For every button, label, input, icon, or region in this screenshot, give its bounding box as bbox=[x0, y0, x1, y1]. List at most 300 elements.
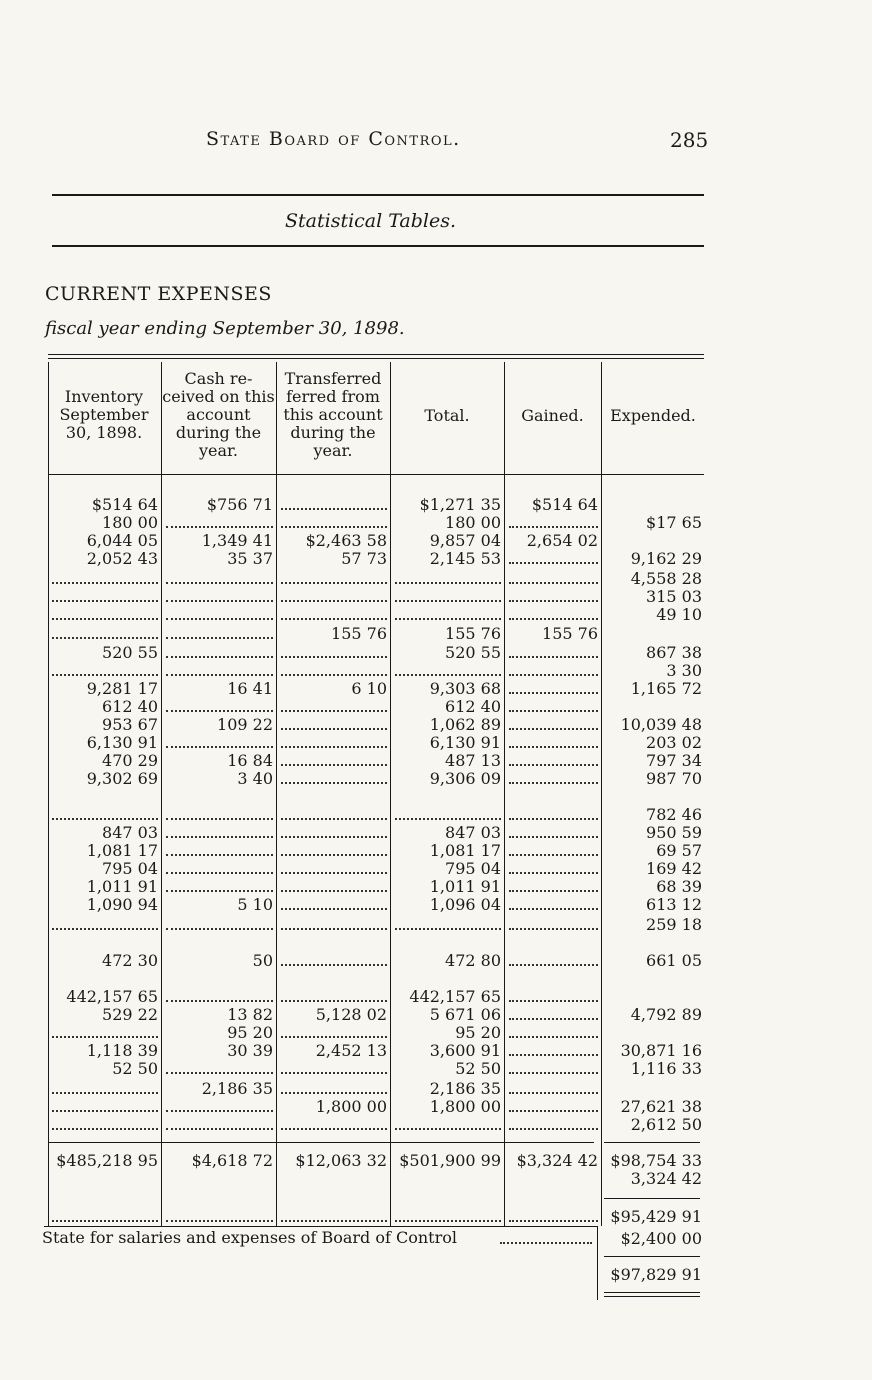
cell-value: 30 39 bbox=[227, 1042, 273, 1060]
table-cell bbox=[602, 824, 704, 842]
cell-value: 795 04 bbox=[102, 860, 158, 878]
table-cell bbox=[505, 550, 600, 568]
table-cell bbox=[48, 662, 160, 680]
table-cell bbox=[162, 842, 275, 860]
table-cell bbox=[162, 1098, 275, 1116]
leader-dots bbox=[166, 1220, 273, 1222]
table-cell bbox=[391, 644, 503, 662]
cell-value: 612 40 bbox=[102, 698, 158, 716]
table-cell bbox=[162, 952, 275, 970]
table-cell bbox=[48, 1024, 160, 1042]
total-cell bbox=[48, 1152, 160, 1170]
leader-dots bbox=[166, 637, 273, 639]
cell-value: 9,281 17 bbox=[86, 680, 158, 698]
table-cell bbox=[162, 1208, 275, 1226]
table-cell bbox=[162, 860, 275, 878]
table-cell bbox=[277, 1116, 389, 1134]
leader-dots bbox=[281, 746, 387, 748]
table-cell bbox=[391, 1098, 503, 1116]
table-cell bbox=[162, 550, 275, 568]
cell-value: 487 13 bbox=[445, 752, 501, 770]
table-cell bbox=[505, 496, 600, 514]
table-cell bbox=[602, 1042, 704, 1060]
cell-value: 35 37 bbox=[227, 550, 273, 568]
cell-value: 6,130 91 bbox=[429, 734, 501, 752]
leader-dots bbox=[281, 908, 387, 910]
leader-dots bbox=[166, 1110, 273, 1112]
subtotal-rule bbox=[48, 1142, 594, 1143]
leader-dots bbox=[52, 1220, 158, 1222]
leader-dots bbox=[281, 1220, 387, 1222]
table-cell bbox=[602, 1006, 704, 1024]
table-cell bbox=[505, 514, 600, 532]
leader-dots bbox=[509, 1110, 598, 1112]
leader-dots bbox=[395, 674, 501, 676]
column-header: Cash re- ceived on this account during the year. bbox=[162, 369, 275, 460]
table-cell bbox=[277, 716, 389, 734]
leader-dots bbox=[509, 656, 598, 658]
table-cell bbox=[48, 716, 160, 734]
cell-value: $2,400 00 bbox=[620, 1230, 702, 1248]
cell-value: 155 76 bbox=[331, 625, 387, 643]
leader-dots bbox=[166, 1128, 273, 1130]
table-cell bbox=[505, 644, 600, 662]
table-cell bbox=[391, 606, 503, 624]
table-cell bbox=[505, 588, 600, 606]
cell-value: $485,218 95 bbox=[56, 1152, 158, 1170]
table-cell bbox=[602, 514, 704, 532]
cell-value: 1,096 04 bbox=[429, 896, 501, 914]
section-subtitle: fiscal year ending September 30, 1898. bbox=[45, 318, 405, 339]
table-cell bbox=[277, 496, 389, 514]
leader-dots bbox=[281, 618, 387, 620]
leader-dots bbox=[509, 674, 598, 676]
cell-value: 16 41 bbox=[227, 680, 273, 698]
net-rule bbox=[604, 1198, 700, 1199]
leader-dots bbox=[52, 818, 158, 820]
leader-dots bbox=[281, 508, 387, 510]
leader-dots bbox=[395, 1128, 501, 1130]
cell-value: 3 30 bbox=[666, 662, 702, 680]
leader-dots bbox=[166, 674, 273, 676]
table-cell bbox=[505, 734, 600, 752]
cell-value: $2,463 58 bbox=[305, 532, 387, 550]
table-cell bbox=[162, 770, 275, 788]
table-cell bbox=[162, 752, 275, 770]
leader-dots bbox=[500, 1242, 592, 1244]
grand-total-rule bbox=[604, 1256, 700, 1257]
cell-value: $4,618 72 bbox=[191, 1152, 273, 1170]
leader-dots bbox=[509, 782, 598, 784]
leader-dots bbox=[509, 836, 598, 838]
table-cell bbox=[391, 952, 503, 970]
leader-dots bbox=[395, 1220, 501, 1222]
table-cell bbox=[505, 606, 600, 624]
table-cell bbox=[277, 514, 389, 532]
table-cell bbox=[277, 680, 389, 698]
table-cell bbox=[162, 588, 275, 606]
table-cell bbox=[391, 752, 503, 770]
leader-dots bbox=[509, 526, 598, 528]
table-cell bbox=[602, 1116, 704, 1134]
cell-value: 1,118 39 bbox=[86, 1042, 158, 1060]
cell-value: 520 55 bbox=[102, 644, 158, 662]
table-cell bbox=[277, 916, 389, 934]
table-cell bbox=[162, 806, 275, 824]
leader-dots bbox=[509, 1092, 598, 1094]
leader-dots bbox=[281, 1000, 387, 1002]
leader-dots bbox=[281, 890, 387, 892]
table-cell bbox=[505, 824, 600, 842]
table-cell bbox=[602, 588, 704, 606]
table-cell bbox=[505, 878, 600, 896]
table-cell bbox=[505, 1006, 600, 1024]
table-cell bbox=[391, 662, 503, 680]
table-cell bbox=[277, 625, 389, 643]
leader-dots bbox=[509, 1036, 598, 1038]
table-cell bbox=[602, 734, 704, 752]
leader-dots bbox=[509, 908, 598, 910]
cell-value: 1,011 91 bbox=[429, 878, 501, 896]
cell-value: 2,452 13 bbox=[315, 1042, 387, 1060]
cell-value: 5 671 06 bbox=[429, 1006, 501, 1024]
cell-value: $514 64 bbox=[531, 496, 598, 514]
leader-dots bbox=[281, 582, 387, 584]
table-cell bbox=[48, 824, 160, 842]
leader-dots bbox=[395, 618, 501, 620]
table-cell bbox=[48, 550, 160, 568]
cell-value: 9,162 29 bbox=[630, 550, 702, 568]
table-cell bbox=[162, 734, 275, 752]
table-cell bbox=[505, 1098, 600, 1116]
leader-dots bbox=[395, 928, 501, 930]
table-cell bbox=[391, 588, 503, 606]
column-divider bbox=[597, 1226, 598, 1300]
leader-dots bbox=[281, 1128, 387, 1130]
leader-dots bbox=[509, 928, 598, 930]
cell-value: $1,271 35 bbox=[419, 496, 501, 514]
cell-value: 950 59 bbox=[646, 824, 702, 842]
table-cell bbox=[48, 570, 160, 588]
leader-dots bbox=[509, 890, 598, 892]
column-header: Transferred ferred from this account during the year. bbox=[283, 369, 383, 460]
table-cell bbox=[277, 952, 389, 970]
table-cell bbox=[602, 952, 704, 970]
cell-value: 3 40 bbox=[237, 770, 273, 788]
cell-value: 57 73 bbox=[341, 550, 387, 568]
table-cell bbox=[277, 606, 389, 624]
table-cell bbox=[277, 878, 389, 896]
cell-value: 52 50 bbox=[455, 1060, 501, 1078]
table-cell bbox=[162, 1060, 275, 1078]
section-title: CURRENT EXPENSES bbox=[45, 283, 272, 305]
cell-value: 9,303 68 bbox=[429, 680, 501, 698]
cell-value: 315 03 bbox=[646, 588, 702, 606]
table-cell bbox=[391, 1060, 503, 1078]
cell-value: 1,800 00 bbox=[315, 1098, 387, 1116]
cell-value: 797 34 bbox=[646, 752, 702, 770]
cell-value: 782 46 bbox=[646, 806, 702, 824]
total-cell bbox=[602, 1152, 704, 1170]
table-cell bbox=[602, 916, 704, 934]
table-cell bbox=[48, 734, 160, 752]
cell-value: 109 22 bbox=[217, 716, 273, 734]
table-cell bbox=[48, 752, 160, 770]
table-cell bbox=[505, 860, 600, 878]
table-cell bbox=[505, 1042, 600, 1060]
cell-value: 5,128 02 bbox=[315, 1006, 387, 1024]
table-cell bbox=[48, 1080, 160, 1098]
leader-dots bbox=[509, 764, 598, 766]
cell-value: 259 18 bbox=[646, 916, 702, 934]
table-cell bbox=[602, 606, 704, 624]
table-cell bbox=[602, 570, 704, 588]
table-cell bbox=[602, 860, 704, 878]
leader-dots bbox=[509, 872, 598, 874]
table-cell bbox=[391, 860, 503, 878]
table-cell bbox=[505, 1060, 600, 1078]
leader-dots bbox=[509, 1018, 598, 1020]
table-cell bbox=[48, 988, 160, 1006]
table-cell bbox=[162, 698, 275, 716]
table-cell bbox=[602, 698, 704, 716]
table-cell bbox=[391, 1006, 503, 1024]
table-cell bbox=[391, 896, 503, 914]
grand-total-double-rule bbox=[604, 1296, 700, 1297]
cell-value: 180 00 bbox=[445, 514, 501, 532]
leader-dots bbox=[509, 746, 598, 748]
table-cell bbox=[505, 1116, 600, 1134]
leader-dots bbox=[166, 710, 273, 712]
table-cell bbox=[48, 532, 160, 550]
leader-dots bbox=[509, 854, 598, 856]
table-cell bbox=[48, 896, 160, 914]
table-cell bbox=[48, 644, 160, 662]
leader-dots bbox=[166, 746, 273, 748]
table-cell bbox=[505, 570, 600, 588]
table-cell bbox=[277, 1006, 389, 1024]
table-cell bbox=[602, 532, 704, 550]
leader-dots bbox=[166, 818, 273, 820]
cell-value: 2,612 50 bbox=[630, 1116, 702, 1134]
table-cell bbox=[505, 532, 600, 550]
cell-value: 16 84 bbox=[227, 752, 273, 770]
leader-dots bbox=[509, 1000, 598, 1002]
cell-value: 442,157 65 bbox=[66, 988, 158, 1006]
cell-value: 2,186 35 bbox=[429, 1080, 501, 1098]
cell-value: 6,044 05 bbox=[86, 532, 158, 550]
cell-value: 4,792 89 bbox=[630, 1006, 702, 1024]
grand-total-double-rule bbox=[604, 1292, 700, 1293]
table-cell bbox=[505, 842, 600, 860]
table-cell bbox=[277, 752, 389, 770]
cell-value: 2,145 53 bbox=[429, 550, 501, 568]
table-cell bbox=[48, 878, 160, 896]
cell-value: 472 80 bbox=[445, 952, 501, 970]
cell-value: 1,165 72 bbox=[630, 680, 702, 698]
sub-rule bbox=[52, 245, 704, 247]
table-cell bbox=[48, 770, 160, 788]
cell-value: 1,081 17 bbox=[86, 842, 158, 860]
leader-dots bbox=[509, 710, 598, 712]
cell-value: $12,063 32 bbox=[295, 1152, 387, 1170]
table-cell bbox=[602, 625, 704, 643]
top-rule bbox=[52, 194, 704, 196]
table-cell bbox=[602, 988, 704, 1006]
table-cell bbox=[602, 662, 704, 680]
table-cell bbox=[391, 824, 503, 842]
cell-value: 68 39 bbox=[656, 878, 702, 896]
cell-value: 27,621 38 bbox=[620, 1098, 702, 1116]
table-cell bbox=[48, 1116, 160, 1134]
leader-dots bbox=[52, 928, 158, 930]
leader-dots bbox=[509, 562, 598, 564]
table-cell bbox=[162, 514, 275, 532]
leader-dots bbox=[281, 1072, 387, 1074]
table-cell bbox=[505, 625, 600, 643]
cell-value: 1,011 91 bbox=[86, 878, 158, 896]
table-cell bbox=[505, 770, 600, 788]
table-top-rule bbox=[48, 358, 704, 359]
column-header: Gained. bbox=[521, 406, 584, 425]
cell-value: $97,829 91 bbox=[610, 1266, 702, 1284]
table-cell bbox=[162, 606, 275, 624]
table-cell bbox=[391, 916, 503, 934]
table-cell bbox=[602, 1080, 704, 1098]
table-cell bbox=[391, 550, 503, 568]
cell-value: 52 50 bbox=[112, 1060, 158, 1078]
table-cell bbox=[48, 698, 160, 716]
table-cell bbox=[505, 1080, 600, 1098]
table-cell bbox=[505, 662, 600, 680]
leader-dots bbox=[281, 964, 387, 966]
table-cell bbox=[277, 1024, 389, 1042]
cell-value: 6,130 91 bbox=[86, 734, 158, 752]
total-cell bbox=[391, 1152, 503, 1170]
table-cell bbox=[48, 1060, 160, 1078]
table-cell bbox=[505, 752, 600, 770]
cell-value: $17 65 bbox=[646, 514, 702, 532]
leader-dots bbox=[281, 854, 387, 856]
leader-dots bbox=[395, 582, 501, 584]
table-cell bbox=[277, 588, 389, 606]
table-cell bbox=[162, 1042, 275, 1060]
subtotal-rule bbox=[604, 1142, 700, 1143]
table-cell bbox=[602, 550, 704, 568]
cell-value: 5 10 bbox=[237, 896, 273, 914]
leader-dots bbox=[281, 764, 387, 766]
leader-dots bbox=[509, 1128, 598, 1130]
cell-value: 49 10 bbox=[656, 606, 702, 624]
leader-dots bbox=[509, 618, 598, 620]
table-cell bbox=[162, 1116, 275, 1134]
cell-value: 520 55 bbox=[445, 644, 501, 662]
cell-value: 1,081 17 bbox=[429, 842, 501, 860]
table-cell bbox=[391, 1080, 503, 1098]
table-cell bbox=[391, 770, 503, 788]
leader-dots bbox=[166, 600, 273, 602]
cell-value: 95 20 bbox=[227, 1024, 273, 1042]
table-cell bbox=[48, 606, 160, 624]
table-cell bbox=[391, 806, 503, 824]
table-cell bbox=[505, 806, 600, 824]
table-cell bbox=[505, 680, 600, 698]
cell-value: 69 57 bbox=[656, 842, 702, 860]
table-cell bbox=[48, 842, 160, 860]
leader-dots bbox=[395, 600, 501, 602]
table-cell bbox=[391, 1208, 503, 1226]
leader-dots bbox=[509, 1220, 598, 1222]
table-cell bbox=[162, 1006, 275, 1024]
leader-dots bbox=[52, 1092, 158, 1094]
table-cell bbox=[48, 916, 160, 934]
leader-dots bbox=[166, 854, 273, 856]
cell-value: 9,306 09 bbox=[429, 770, 501, 788]
leader-dots bbox=[166, 656, 273, 658]
leader-dots bbox=[281, 836, 387, 838]
less-gained-cell bbox=[602, 1170, 704, 1188]
cell-value: 442,157 65 bbox=[409, 988, 501, 1006]
cell-value: 3,600 91 bbox=[429, 1042, 501, 1060]
cell-value: 169 42 bbox=[646, 860, 702, 878]
table-cell bbox=[277, 988, 389, 1006]
leader-dots bbox=[509, 1054, 598, 1056]
table-cell bbox=[162, 878, 275, 896]
table-cell bbox=[48, 1042, 160, 1060]
table-cell bbox=[391, 514, 503, 532]
table-cell bbox=[162, 988, 275, 1006]
cell-value: $514 64 bbox=[91, 496, 158, 514]
table-cell bbox=[162, 824, 275, 842]
leader-dots bbox=[166, 928, 273, 930]
column-header: Inventory September 30, 1898. bbox=[59, 387, 149, 442]
table-cell bbox=[505, 896, 600, 914]
leader-dots bbox=[52, 1128, 158, 1130]
table-cell bbox=[602, 1060, 704, 1078]
leader-dots bbox=[509, 818, 598, 820]
table-cell bbox=[277, 806, 389, 824]
table-cell bbox=[277, 896, 389, 914]
page-number: 285 bbox=[670, 128, 709, 152]
table-cell bbox=[277, 698, 389, 716]
table-cell bbox=[391, 680, 503, 698]
table-cell bbox=[277, 532, 389, 550]
table-bottom-rule bbox=[44, 1226, 597, 1227]
table-cell bbox=[505, 916, 600, 934]
cell-value: 1,800 00 bbox=[429, 1098, 501, 1116]
table-cell bbox=[505, 716, 600, 734]
column-header: Expended. bbox=[610, 406, 696, 425]
cell-value: 9,302 69 bbox=[86, 770, 158, 788]
leader-dots bbox=[52, 1110, 158, 1112]
table-cell bbox=[391, 842, 503, 860]
leader-dots bbox=[509, 728, 598, 730]
cell-value: 661 05 bbox=[646, 952, 702, 970]
cell-value: $95,429 91 bbox=[610, 1208, 702, 1226]
leader-dots bbox=[166, 1072, 273, 1074]
cell-value: 6 10 bbox=[351, 680, 387, 698]
table-cell bbox=[162, 716, 275, 734]
leader-dots bbox=[281, 526, 387, 528]
table-cell bbox=[48, 952, 160, 970]
leader-dots bbox=[52, 618, 158, 620]
cell-value: $756 71 bbox=[206, 496, 273, 514]
cell-value: 155 76 bbox=[542, 625, 598, 643]
table-cell bbox=[48, 496, 160, 514]
table-cell bbox=[602, 496, 704, 514]
table-cell bbox=[505, 1024, 600, 1042]
table-cell bbox=[48, 1098, 160, 1116]
